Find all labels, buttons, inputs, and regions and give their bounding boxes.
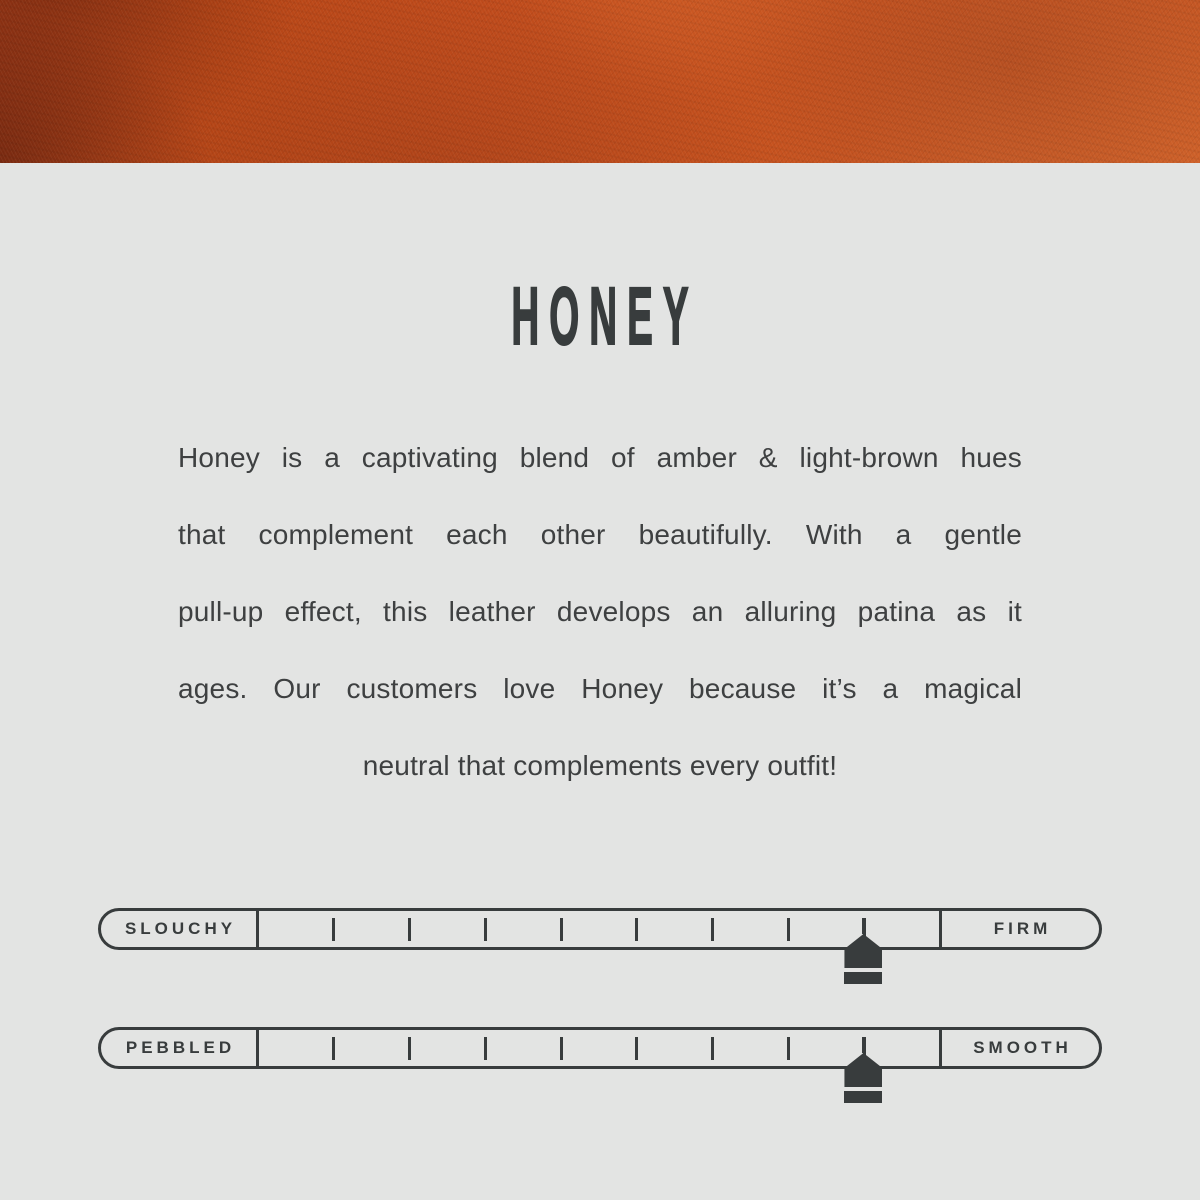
description-line: neutral that complements every outfit! xyxy=(362,750,838,781)
tick-mark xyxy=(711,918,714,941)
tick-mark xyxy=(484,918,487,941)
scale-label-firm: FIRM xyxy=(939,911,1099,947)
tick-mark xyxy=(560,1037,563,1060)
tick-mark xyxy=(787,1037,790,1060)
tick-mark xyxy=(484,1037,487,1060)
scale-label-smooth: SMOOTH xyxy=(939,1030,1099,1066)
scale-marker-icon xyxy=(844,911,882,984)
marker-head xyxy=(844,934,882,968)
scale-track xyxy=(259,1030,939,1066)
tick-mark xyxy=(408,918,411,941)
scale-track xyxy=(259,911,939,947)
marker-head xyxy=(844,1053,882,1087)
marker-base xyxy=(844,1091,882,1103)
tick-mark xyxy=(787,918,790,941)
tick-mark xyxy=(332,918,335,941)
slouchy-firm-scale xyxy=(98,908,1102,950)
tick-mark xyxy=(560,918,563,941)
scale-label-pebbled: PEBBLED xyxy=(101,1030,259,1066)
tick-mark xyxy=(408,1037,411,1060)
tick-mark xyxy=(711,1037,714,1060)
description-line: ages. Our customers love Honey because it’s a magical xyxy=(178,673,1022,704)
tick-mark xyxy=(332,1037,335,1060)
marker-tail xyxy=(862,1037,865,1053)
scale-marker-icon xyxy=(844,1030,882,1103)
color-description xyxy=(178,419,1022,804)
marker-base xyxy=(844,972,882,984)
description-line: that complement each other beautifully. With a gentle xyxy=(178,519,1022,550)
tick-mark xyxy=(635,1037,638,1060)
description-line: pull-up effect, this leather develops an alluring patina as it xyxy=(178,596,1022,627)
leather-texture-banner xyxy=(0,0,1200,163)
description-line: Honey is a captivating blend of amber & light-brown hues xyxy=(178,442,1022,473)
page-title: HONEY xyxy=(511,271,699,362)
marker-tail xyxy=(862,918,865,934)
pebbled-smooth-scale xyxy=(98,1027,1102,1069)
tick-mark xyxy=(635,918,638,941)
scale-label-slouchy: SLOUCHY xyxy=(101,911,259,947)
